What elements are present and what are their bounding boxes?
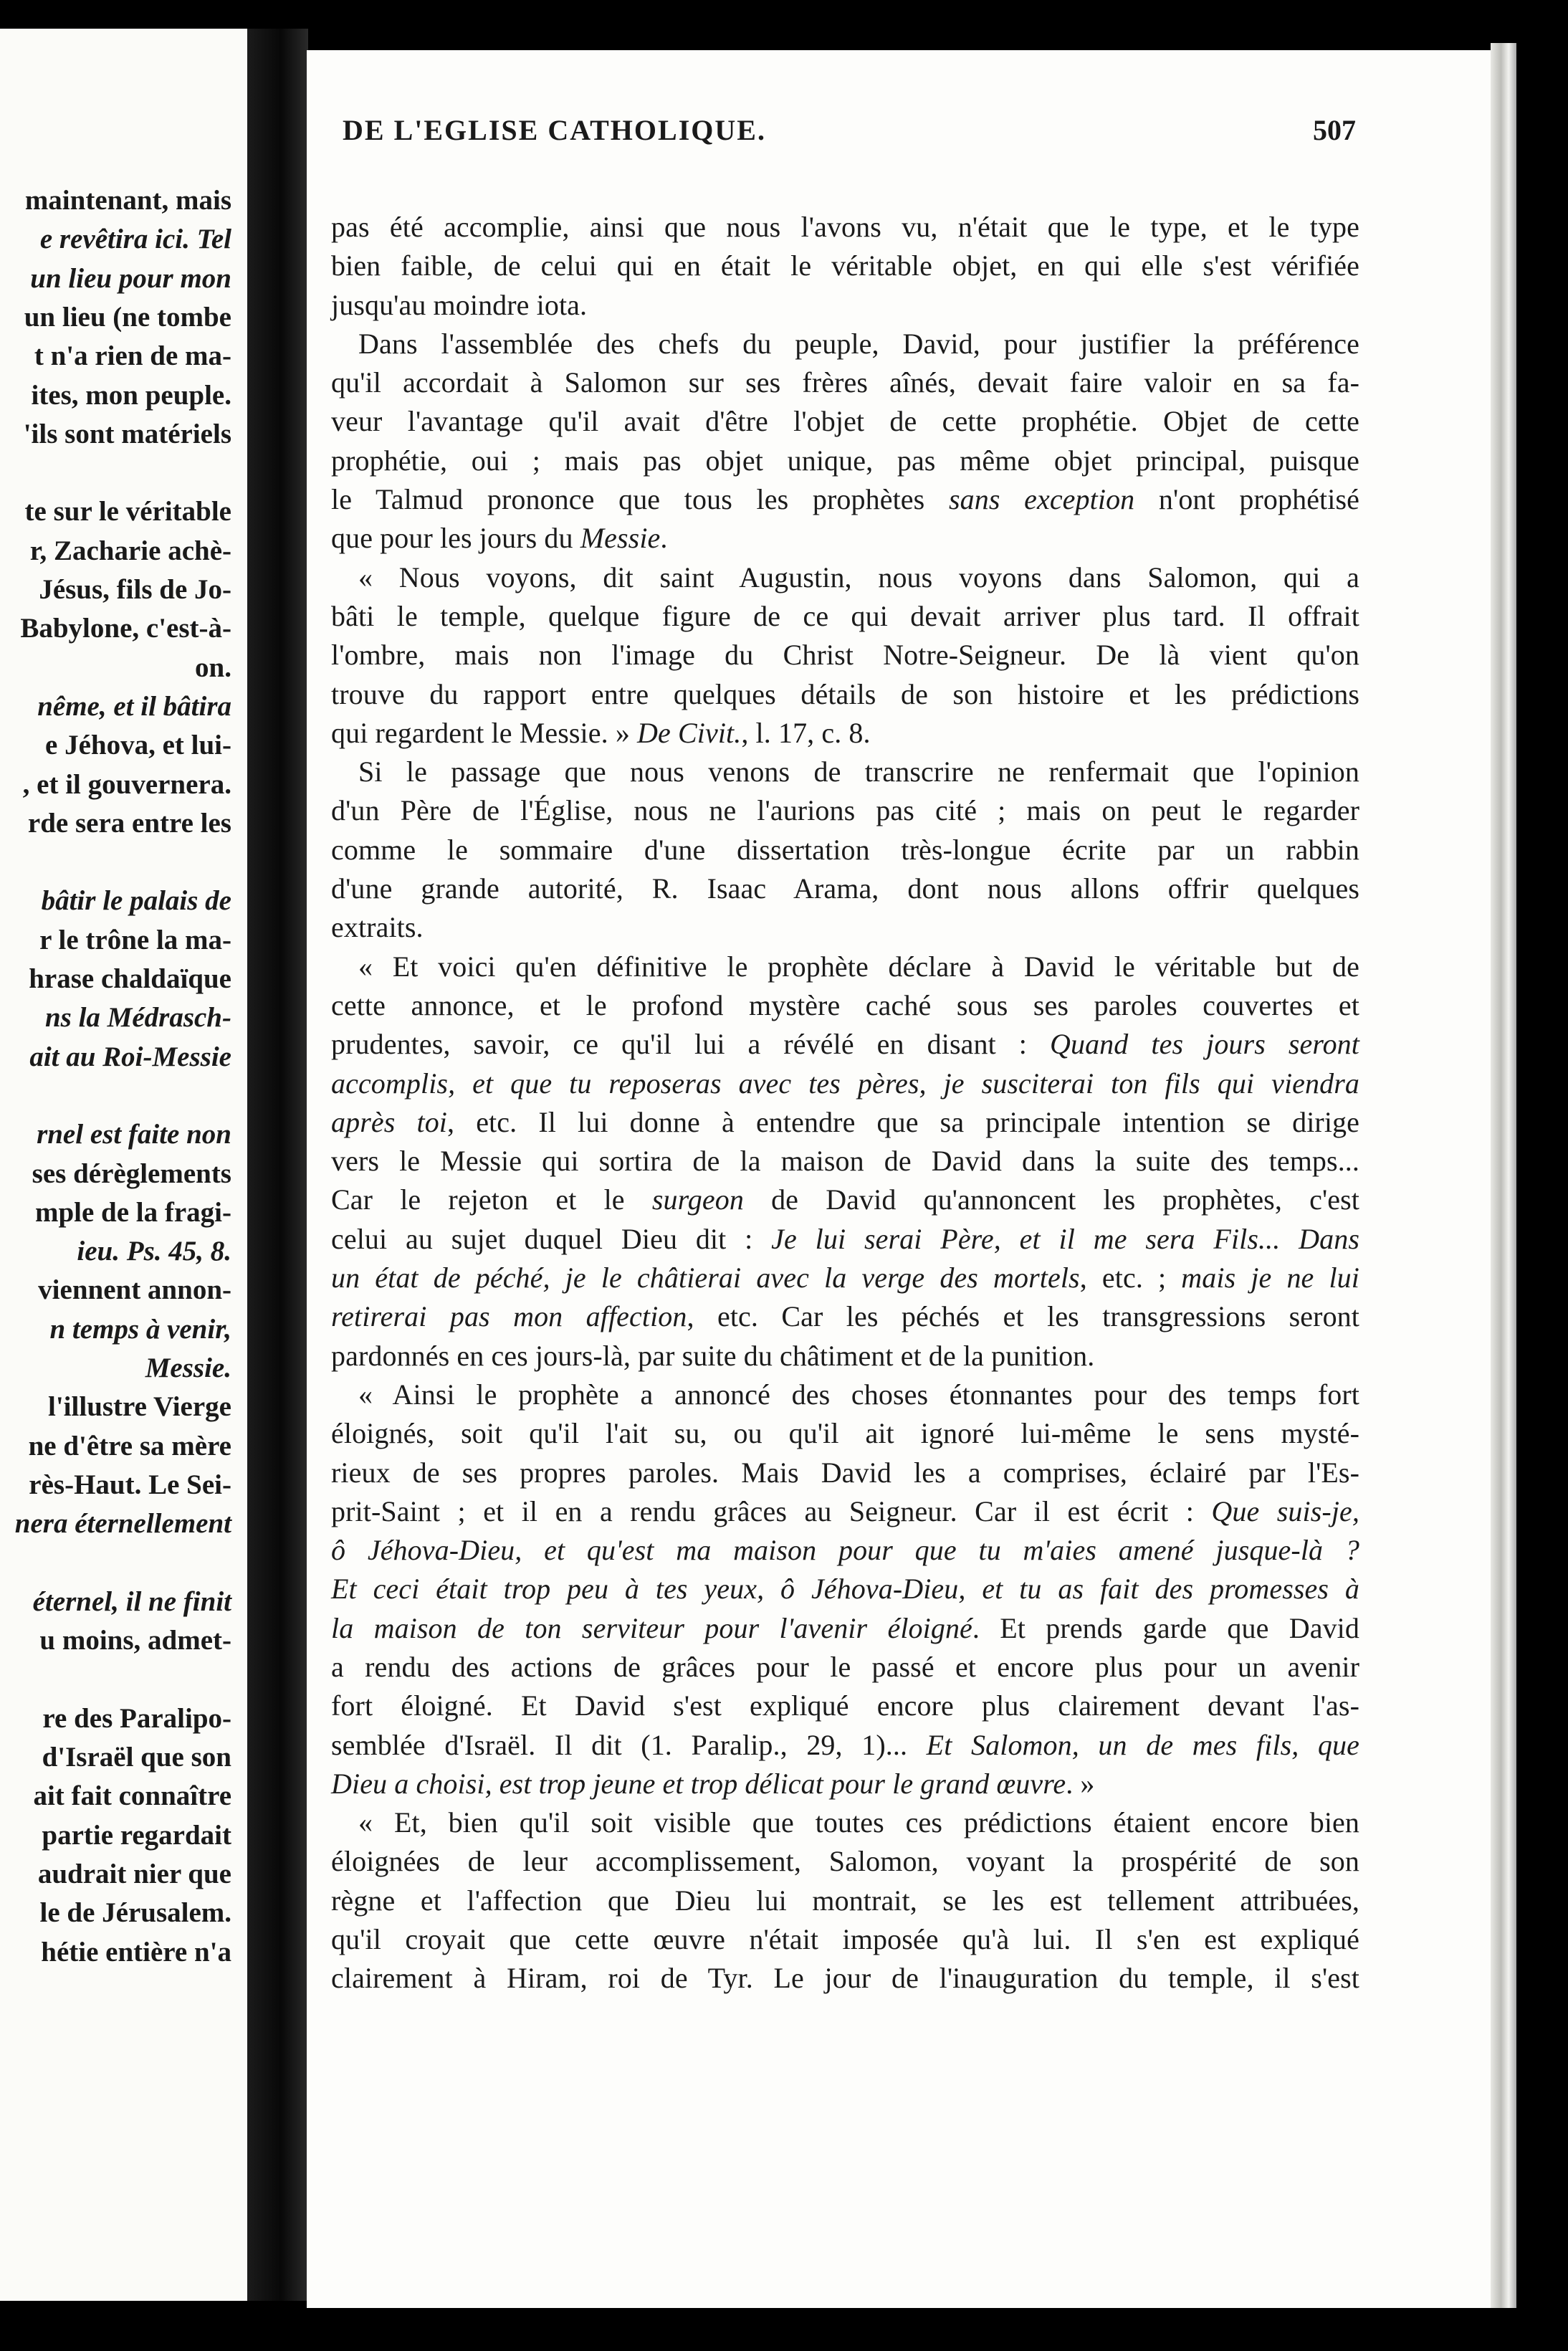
text-line: d'une grande autorité, R. Isaac Arama, dont nous allons offrir quelques [331,872,1359,905]
text-line: « Ainsi le prophète a annoncé des choses étonnantes pour des temps fort [358,1378,1359,1411]
facing-page-line: maintenant, mais [24,185,231,216]
facing-page-line: Babylone, c'est-à- [20,613,231,644]
text-line: fort éloigné. Et David s'est expliqué encore plus clairement devant l'as- [331,1689,1359,1722]
facing-page-line: re des Paralipo- [42,1702,231,1734]
text-line: Dieu a choisi, est trop jeune et trop délicat pour le grand œuvre. » [331,1767,1095,1800]
facing-page-line: t n'a rien de ma- [34,340,231,372]
book-gutter [247,29,308,2301]
facing-page-line: l'illustre Vierge [48,1391,231,1423]
text-line: retirerai pas mon affection, etc. Car les péchés et les transgressions seront [331,1300,1359,1333]
facing-page-line: mple de la fragi- [34,1196,231,1228]
facing-page-line: éternel, il ne finit [32,1585,231,1617]
facing-page-line: rnel est faite non [37,1119,231,1150]
facing-page-line: te sur le véritable [24,496,231,528]
text-line: Car le rejeton et le surgeon de David qu'annoncent les prophètes, c'est [331,1183,1359,1216]
text-line: veur l'avantage qu'il avait d'être l'objet de cette prophétie. Objet de cette [331,405,1359,438]
facing-page-line: r, Zacharie achè- [29,535,231,566]
text-line: Si le passage que nous venons de transcrire ne renfermait que l'opinion [358,755,1359,788]
facing-page-line: u moins, admet- [39,1625,231,1656]
text-line: trouve du rapport entre quelques détails de son histoire et les prédictions [331,677,1359,710]
facing-page-line: Jésus, fils de Jo- [39,574,231,605]
text-line: pas été accomplie, ainsi que nous l'avons vu, n'était que le type, et le type [331,211,1359,243]
text-line: prophétie, oui ; mais pas objet unique, pas même objet principal, puisque [331,444,1359,477]
page-number: 507 [1313,114,1356,146]
text-line: après toi, etc. Il lui donne à entendre que sa principale intention se dirige [331,1105,1360,1138]
text-line: qu'il croyait que cette œuvre n'était imposée qu'à lui. Il s'en est expliqué [331,1923,1359,1956]
text-line: « Et voici qu'en définitive le prophète déclare à David le véritable but de [358,950,1359,983]
text-line: vers le Messie qui sortira de la maison de David dans la suite des temps... [331,1145,1359,1178]
facing-page-line: partie regardait [42,1819,231,1851]
page-edge [1491,43,1516,2308]
body-text [331,208,1359,1998]
text-line: le Talmud prononce que tous les prophètes sans exception n'ont prophétisé [331,483,1360,516]
text-line: jusqu'au moindre iota. [331,288,588,321]
text-line: que pour les jours du Messie. [331,522,668,555]
facing-page-line: le de Jérusalem. [39,1897,231,1929]
text-line: rieux de ses propres paroles. Mais David les a comprises, éclairé par l'Es- [331,1456,1359,1489]
facing-page-line: d'Israël que son [42,1742,231,1773]
facing-page-line: ait fait connaître [33,1780,231,1812]
text-line: celui au sujet duquel Dieu dit : Je lui serai Père, et il me sera Fils... Dans [331,1222,1359,1255]
facing-page-line: audrait nier que [37,1858,231,1889]
facing-page-line: , et il gouvernera. [22,768,231,800]
text-line: éloignés, soit qu'il l'ait su, ou qu'il ait ignoré lui-même le sens mysté- [331,1417,1359,1450]
text-line: un état de péché, je le châtierai avec la verge des mortels, etc. ; mais je ne lui [331,1262,1359,1294]
text-line: règne et l'affection que Dieu lui montrait, se les est tellement attribuées, [331,1884,1359,1917]
facing-page-line: rès-Haut. Le Sei- [29,1469,231,1500]
facing-page-fragment [0,29,247,2301]
facing-page-line: nême, et il bâtira [37,690,231,722]
facing-page-line: hrase chaldaïque [29,963,231,994]
text-line: clairement à Hiram, roi de Tyr. Le jour de l'inauguration du temple, il s'est [331,1962,1359,1995]
text-line: comme le sommaire d'une dissertation très-longue écrite par un rabbin [331,833,1359,866]
facing-page-line: on. [195,652,231,683]
facing-page-line: ieu. Ps. 45, 8. [77,1236,231,1267]
facing-page-line: 'ils sont matériels [23,418,231,449]
text-line: extraits. [331,911,424,944]
facing-page-line: e revêtira ici. Tel [39,224,231,255]
text-line: bâti le temple, quelque figure de ce qui devait arriver plus tard. Il offrait [331,599,1359,632]
text-line: prit-Saint ; et il en a rendu grâces au Seigneur. Car il est écrit : Que suis-je, [331,1494,1359,1527]
facing-page-line: hétie entière n'a [41,1936,231,1968]
facing-page-line: Messie. [145,1353,231,1383]
text-line: Et ceci était trop peu à tes yeux, ô Jéhova-Dieu, et tu as fait des promesses à [331,1573,1359,1606]
text-line: bien faible, de celui qui en était le véritable objet, en qui elle s'est vérifiée [331,249,1359,282]
facing-page-line: nera éternellement [14,1508,231,1540]
facing-page-line: ses dérèglements [32,1158,231,1189]
text-line: prudentes, savoir, ce qu'il lui a révélé en disant : Quand tes jours seront [331,1028,1359,1061]
facing-page-line: ne d'être sa mère [28,1430,231,1461]
facing-page-line: n temps à venir, [49,1313,231,1345]
text-line: « Nous voyons, dit saint Augustin, nous voyons dans Salomon, qui a [358,561,1359,593]
text-line: accomplis, et que tu reposeras avec tes pères, je susciterai ton fils qui viendra [331,1067,1359,1100]
facing-page-line: ites, mon peuple. [31,379,231,411]
facing-page-line: un lieu (ne tombe [24,301,231,333]
text-line: pardonnés en ces jours-là, par suite du châtiment et de la punition. [331,1339,1095,1372]
text-line: a rendu des actions de grâces pour le passé et encore plus pour un avenir [331,1650,1359,1683]
text-line: semblée d'Israël. Il dit (1. Paralip., 29, 1)... Et Salomon, un de mes fils, que [331,1728,1359,1761]
text-line: l'ombre, mais non l'image du Christ Notre-Seigneur. De là vient qu'on [331,639,1359,672]
text-line: éloignées de leur accomplissement, Salomon, voyant la prospérité de son [331,1845,1359,1878]
text-line: Dans l'assemblée des chefs du peuple, David, pour justifier la préférence [358,327,1359,360]
facing-page-line: e Jéhova, et lui- [45,730,231,761]
facing-page-line: r le trône la ma- [39,924,231,955]
text-line: la maison de ton serviteur pour l'avenir éloigné. Et prends garde que David [331,1611,1359,1644]
facing-page-line: bâtir le palais de [41,885,231,917]
text-line: qui regardent le Messie. » De Civit., l. 17, c. 8. [331,716,871,749]
text-line: cette annonce, et le profond mystère caché sous ses paroles couvertes et [331,988,1359,1021]
text-line: d'un Père de l'Église, nous ne l'aurions pas cité ; mais on peut le regarder [331,794,1359,827]
facing-page-line: ns la Médrasch- [44,1002,231,1034]
facing-page-line: un lieu pour mon [30,262,231,294]
text-line: qu'il accordait à Salomon sur ses frères aînés, devait faire valoir en sa fa- [331,366,1359,399]
facing-page-line: ait au Roi-Messie [29,1041,231,1072]
facing-page-line: rde sera entre les [27,807,231,839]
text-line: ô Jéhova-Dieu, et qu'est ma maison pour que tu m'aies amené jusque-là ? [331,1534,1359,1567]
text-line: « Et, bien qu'il soit visible que toutes ces prédictions étaient encore bien [358,1806,1359,1839]
running-head: DE L'EGLISE CATHOLIQUE. [343,114,766,146]
facing-page-line: viennent annon- [38,1274,231,1306]
